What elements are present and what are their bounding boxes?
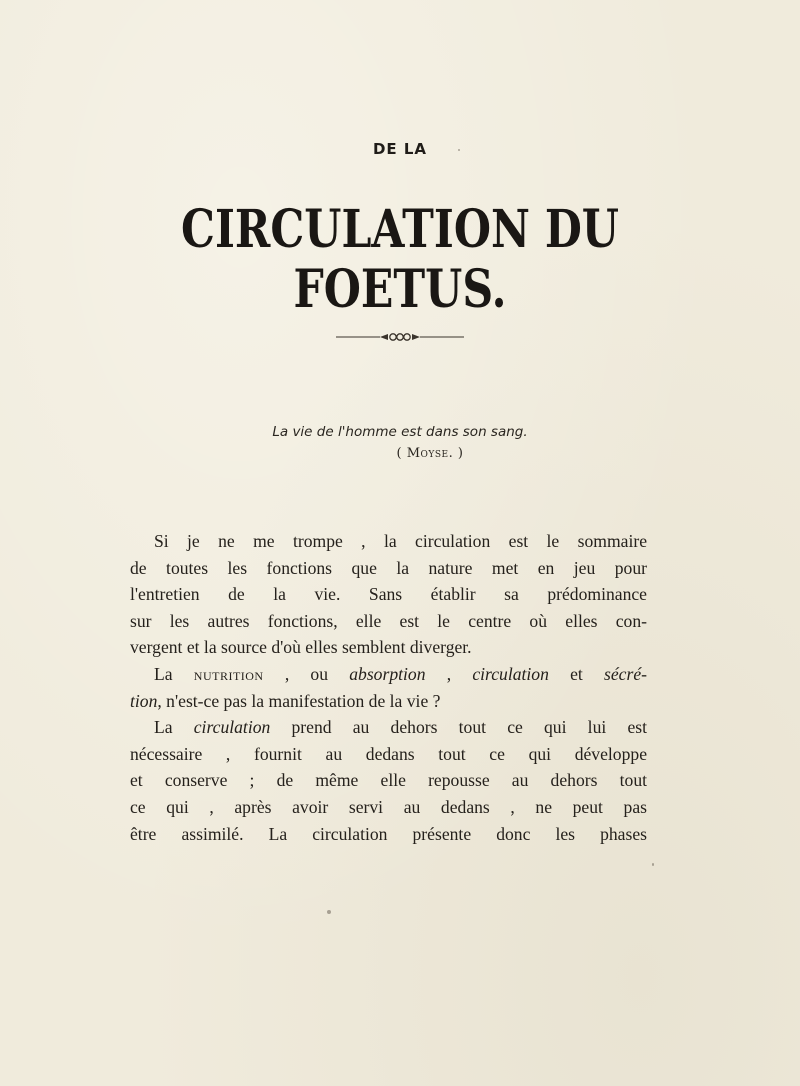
text-line [130, 688, 647, 715]
pre-title: DE LA [372, 140, 428, 158]
italic-term: absorption [349, 663, 426, 684]
text-run: , ou [263, 663, 350, 684]
page-title: CIRCULATION DU FOETUS. [181, 199, 619, 320]
paper-speck [652, 863, 654, 866]
attribution-text: ( Moyse. ) [396, 446, 464, 461]
text-run: et [548, 663, 605, 684]
small-caps-term: nutrition [193, 663, 264, 684]
epigraph: La vie de l'homme est dans son sang. [272, 424, 528, 440]
text-line: Si je ne me trompe , la circulation est le sommaire [154, 531, 647, 551]
text-run: prend au dehors tout ce qui lui est [270, 717, 647, 738]
text-run: La [154, 663, 194, 684]
paragraph-3 [130, 714, 647, 847]
italic-term: sécré- [604, 663, 647, 684]
epigraph-attribution [0, 446, 800, 461]
italic-term: circulation [472, 663, 549, 684]
text-line: ce qui , après avoir servi au dedans , ne peut pas [130, 796, 647, 817]
text-run: La [154, 717, 194, 738]
paragraph-1 [130, 528, 647, 661]
paper-speck [327, 910, 331, 914]
text-line [130, 661, 647, 688]
text-line: nécessaire , fournit au dedans tout ce qui développe [130, 743, 647, 764]
italic-term: circulation [193, 717, 271, 738]
italic-term: tion [130, 690, 158, 711]
text-line: sur les autres fonctions, elle est le centre où elles con- [130, 610, 647, 631]
text-run: , n'est-ce pas la manifestation de la vie ? [157, 690, 441, 711]
ornament-divider [336, 331, 464, 343]
text-line: l'entretien de la vie. Sans établir sa prédominance [130, 584, 647, 605]
text-line: être assimilé. La circulation présente donc les phases [130, 823, 647, 844]
body-text [130, 528, 647, 847]
text-line: vergent et la source d'où elles semblent diverger. [130, 637, 472, 658]
paper-speck [458, 149, 460, 151]
text-line: et conserve ; de même elle repousse au dehors tout [130, 770, 647, 791]
text-line [130, 714, 647, 741]
paragraph-2 [130, 661, 647, 714]
text-run: , [425, 663, 473, 684]
text-line: de toutes les fonctions que la nature met en jeu pour [130, 557, 647, 578]
